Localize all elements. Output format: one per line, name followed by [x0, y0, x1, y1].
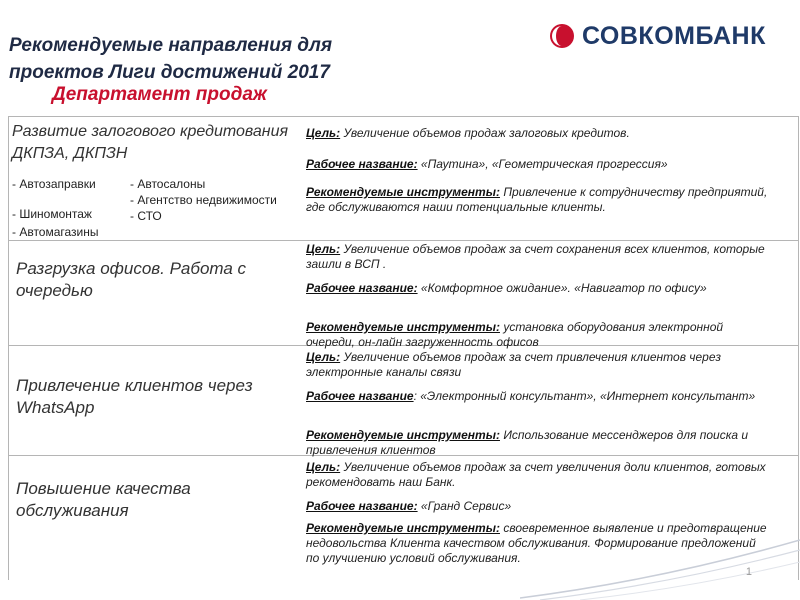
row3-tools [306, 428, 768, 458]
row3-direction: Привлечение клиентов через WhatsApp [16, 376, 253, 417]
name-label: Рабочее название: [306, 499, 418, 513]
goal-label: Цель: [306, 350, 341, 364]
row1-goal [306, 126, 768, 141]
name-text: : «Электронный консультант», «Интернет консультант» [413, 389, 756, 403]
row1-name [306, 157, 768, 172]
sovcombank-logo-icon [548, 22, 576, 50]
tools-text: своевременное выявление и предотвращение недовольства Клиента качеством обслуживания. Формирование предложений по улучшению условий обслуживания. [306, 521, 767, 565]
name-text: «Комфортное ожидание». «Навигатор по офису» [420, 281, 707, 295]
name-text: «Паутина», «Геометрическая прогрессия» [420, 157, 668, 171]
page-number: 1 [745, 566, 752, 578]
name-label: Рабочее название [306, 389, 414, 403]
row1-sublist-right [130, 176, 300, 224]
table-left-border [8, 116, 9, 580]
row4-direction: Повышение качества обслуживания [16, 479, 191, 520]
logo-text: СОВКОМБАНК [582, 22, 766, 50]
decorative-swoosh [520, 520, 800, 600]
row4-name [306, 499, 768, 514]
row2-direction: Разгрузка офисов. Работа с очередью [16, 259, 247, 300]
list-item: - Шиномонтаж [12, 207, 92, 221]
row3-goal [306, 350, 768, 380]
row4-goal [306, 460, 768, 490]
goal-label: Цель: [306, 242, 341, 256]
goal-label: Цель: [306, 460, 341, 474]
row-divider-1 [8, 240, 798, 241]
list-item: - Автосалоны [130, 177, 206, 191]
table-right-border [798, 116, 799, 580]
row1-sublist-left [12, 176, 127, 240]
name-label: Рабочее название: [306, 157, 418, 171]
tools-text: Привлечение к сотрудничеству предприятий, где обслуживаются наши потенциальные клиенты. [306, 185, 768, 214]
tools-label: Рекомендуемые инструменты: [306, 185, 500, 199]
list-item: - Автозаправки [12, 177, 96, 191]
sovcombank-logo [548, 20, 773, 52]
page-title: Рекомендуемые направления для проектов Лиги достижений 2017 [9, 35, 333, 83]
row2-tools [306, 320, 768, 350]
row3-name [306, 389, 768, 404]
name-text: «Гранд Сервис» [420, 499, 512, 513]
goal-text: Увеличение объемов продаж за счет привлечения клиентов через электронные каналы связи [306, 350, 721, 379]
name-label: Рабочее название: [306, 281, 418, 295]
list-item: - СТО [130, 209, 162, 223]
row2-name [306, 281, 768, 296]
row1-tools [306, 185, 768, 215]
list-item: - Агентство недвижимости [130, 193, 277, 207]
tools-label: Рекомендуемые инструменты: [306, 428, 500, 442]
department-subtitle: Департамент продаж [52, 84, 267, 105]
goal-text: Увеличение объемов продаж за счет увеличения доли клиентов, готовых рекомендовать наш Банк. [306, 460, 766, 489]
goal-label: Цель: [306, 126, 341, 140]
tools-label: Рекомендуемые инструменты: [306, 320, 500, 334]
goal-text: Увеличение объемов продаж за счет сохранения всех клиентов, которые зашли в ВСП . [306, 242, 765, 271]
row1-direction: Развитие залогового кредитования ДКПЗА, ДКПЗН [12, 123, 289, 162]
tools-text: Использование мессенджеров для поиска и привлечения клиентов [306, 428, 749, 457]
goal-text: Увеличение объемов продаж залоговых кредитов. [343, 126, 630, 140]
tools-label: Рекомендуемые инструменты: [306, 521, 500, 535]
row2-goal [306, 242, 768, 272]
list-item: - Автомагазины [12, 225, 99, 239]
tools-text: установка оборудования электронной очереди, он-лайн загруженность офисов [306, 320, 724, 349]
table-top-border [8, 116, 798, 117]
